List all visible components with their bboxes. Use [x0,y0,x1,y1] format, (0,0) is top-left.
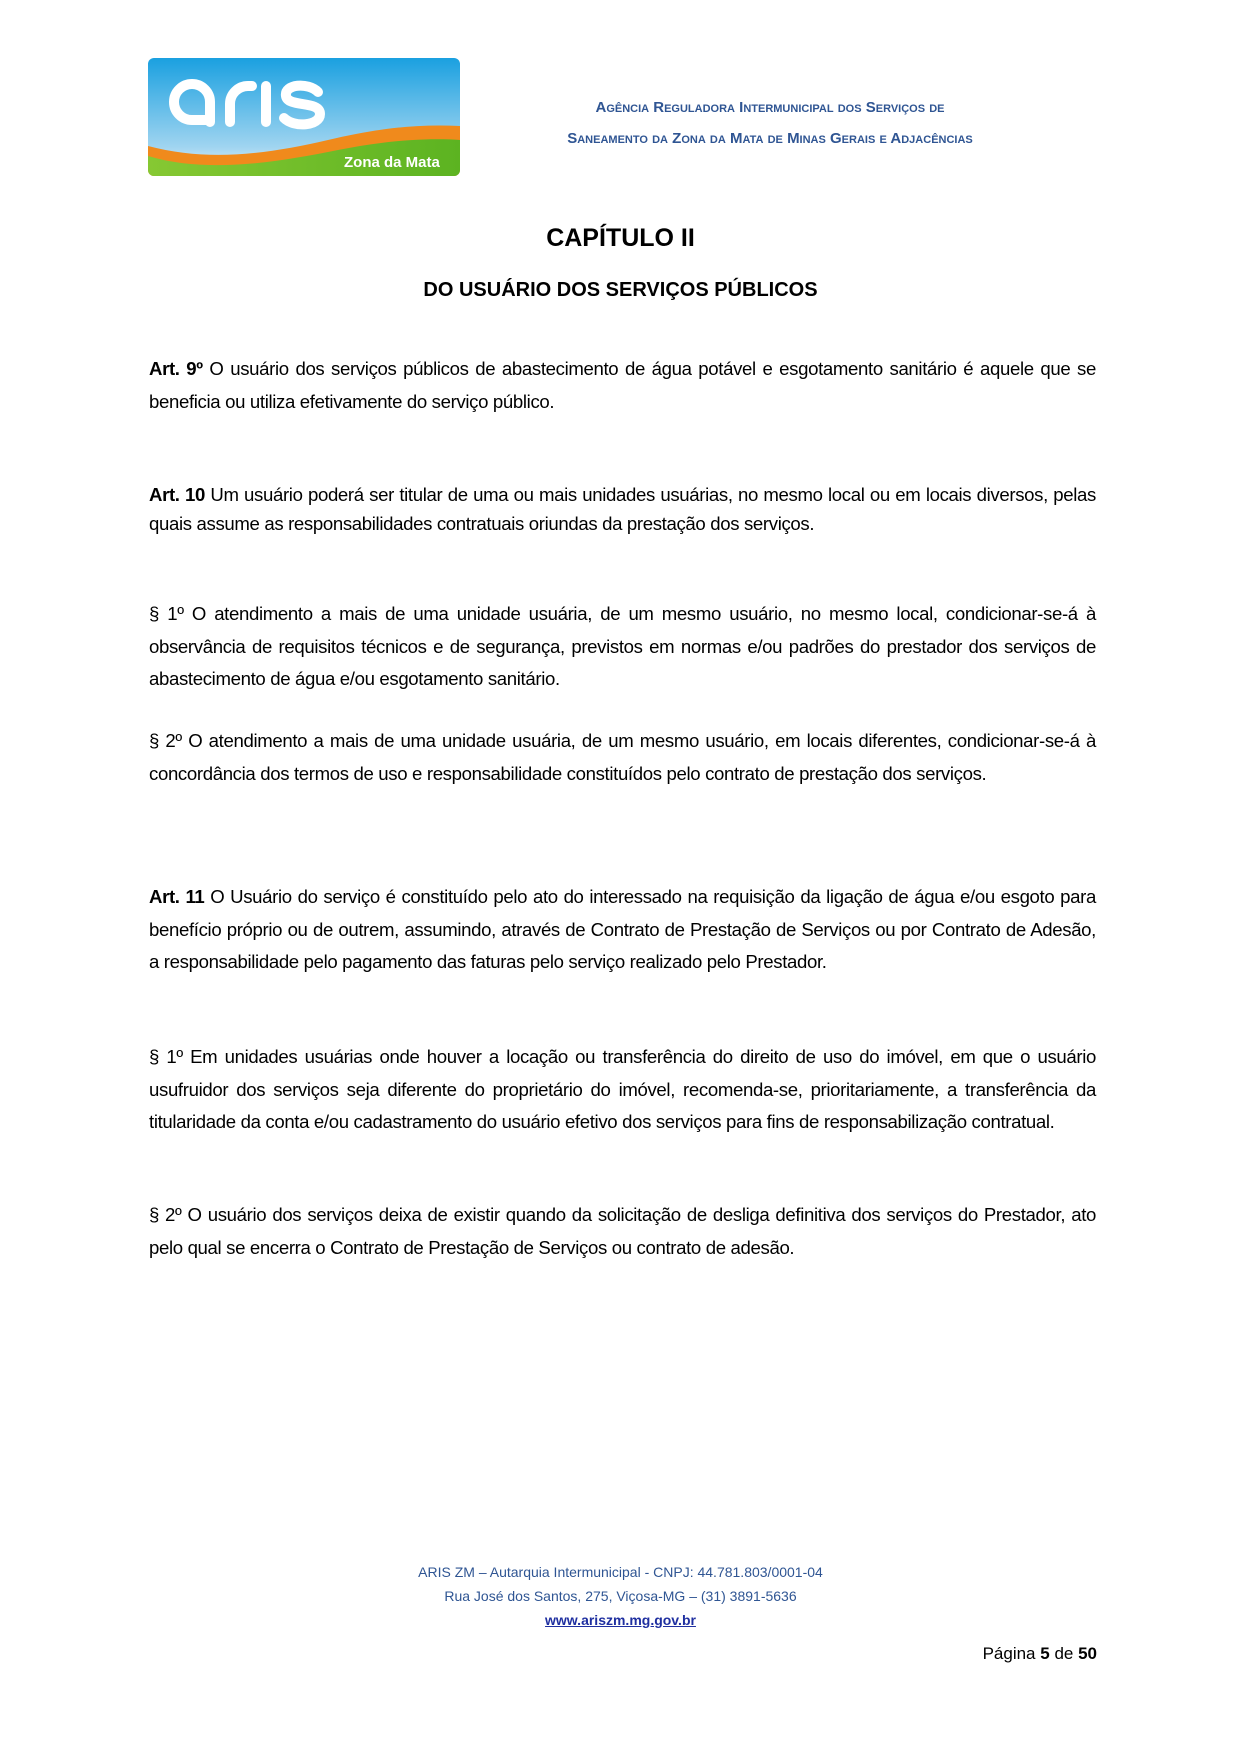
article-label: Art. 11 [149,886,205,907]
agency-line-2: Saneamento da Zona da Mata de Minas Gerais e Adjacências [567,130,973,147]
article-text: O Usuário do serviço é constituído pelo ato do interessado na requisição da ligação de água e/ou esgoto para benefício próprio ou de outrem, assumindo, através de Contrato de Prestação de Serviços ou por Contrato de Adesão, a responsabilidade pelo pagamento das faturas pelo serviço realizado pelo Prestador. [149,886,1096,972]
article-10-paragraph-1: § 1º O atendimento a mais de uma unidade usuária, de um mesmo usuário, no mesmo local, condicionar-se-á à observância de requisitos técnicos e de segurança, previstos em normas e/ou padrões do prestador dos serviços de abastecimento de água e/ou esgotamento sanitário. [149,603,1096,689]
article-label: Art. 10 [149,484,206,505]
page-separator: de [1049,1644,1079,1663]
article-11 [149,881,1096,979]
page-current: 5 [1040,1644,1050,1663]
page-total: 50 [1078,1644,1097,1663]
footer-org-line: ARIS ZM – Autarquia Intermunicipal - CNPJ: 44.781.803/0001-04 [418,1564,823,1580]
article-10 [149,481,1096,538]
logo-tagline: Zona da Mata [344,154,440,171]
chapter-title: CAPÍTULO II [546,224,695,252]
logo-graphic [148,58,460,176]
article-text: Um usuário poderá ser titular de uma ou mais unidades usuárias, no mesmo local ou em locais diversos, pelas quais assume as responsabilidades contratuais oriundas da prestação dos serviços. [149,484,1096,534]
article-text: O usuário dos serviços públicos de abastecimento de água potável e esgotamento sanitário é aquele que se beneficia ou utiliza efetivamente do serviço público. [149,358,1096,412]
article-11-paragraph-1: § 1º Em unidades usuárias onde houver a locação ou transferência do direito de uso do imóvel, em que o usuário usufruidor dos serviços seja diferente do proprietário do imóvel, recomenda-se, prioritariamente, a transferência da titularidade da conta e/ou cadastramento do usuário efetivo dos serviços para fins de responsabilização contratual. [149,1046,1096,1132]
agency-header [500,92,1040,154]
article-9 [149,353,1096,418]
chapter-subtitle: DO USUÁRIO DOS SERVIÇOS PÚBLICOS [423,279,818,301]
aris-logo [148,58,460,176]
agency-line-1: Agência Reguladora Intermunicipal dos Serviços de [595,99,945,116]
footer-website-link[interactable]: www.ariszm.mg.gov.br [545,1612,696,1628]
article-label: Art. 9º [149,358,203,379]
page-number [983,1644,1097,1664]
article-11-paragraph-2: § 2º O usuário dos serviços deixa de existir quando da solicitação de desliga definitiva dos serviços do Prestador, ato pelo qual se encerra o Contrato de Prestação de Serviços ou contrato de adesão. [149,1204,1096,1258]
footer-address-line: Rua José dos Santos, 275, Viçosa-MG – (31) 3891-5636 [444,1588,797,1604]
article-10-paragraph-2: § 2º O atendimento a mais de uma unidade usuária, de um mesmo usuário, em locais diferentes, condicionar-se-á à concordância dos termos de uso e responsabilidade constituídos pelo contrato de prestação dos serviços. [149,730,1096,784]
page-prefix: Página [982,1644,1041,1663]
